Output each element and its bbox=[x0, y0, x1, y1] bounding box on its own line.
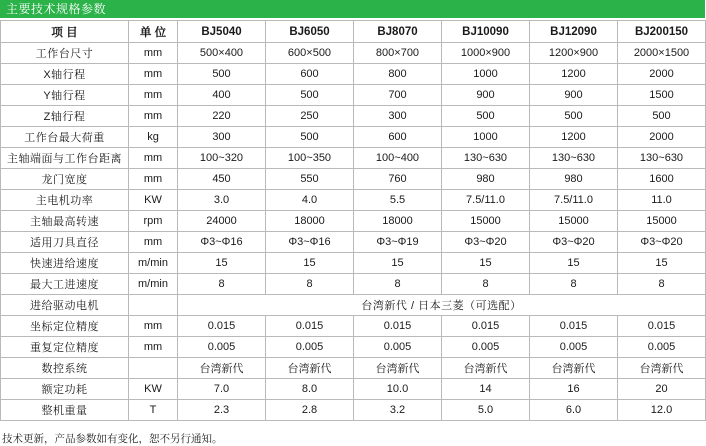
cell-value: 台湾新代 bbox=[442, 358, 530, 379]
cell-value: 台湾新代 bbox=[530, 358, 618, 379]
table-row bbox=[1, 106, 706, 127]
cell-value: 5.5 bbox=[354, 190, 442, 211]
row-unit: T bbox=[129, 400, 178, 421]
table-row bbox=[1, 400, 706, 421]
cell-value-merged: 台湾新代 / 日本三菱（可选配） bbox=[178, 295, 706, 316]
cell-value: 980 bbox=[530, 169, 618, 190]
row-label: Y轴行程 bbox=[1, 85, 129, 106]
row-unit: m/min bbox=[129, 274, 178, 295]
row-unit bbox=[129, 295, 178, 316]
cell-value: 2000×1500 bbox=[618, 43, 706, 64]
table-row bbox=[1, 127, 706, 148]
cell-value: 0.015 bbox=[442, 316, 530, 337]
cell-value: 11.0 bbox=[618, 190, 706, 211]
table-row bbox=[1, 43, 706, 64]
cell-value: 250 bbox=[266, 106, 354, 127]
table-row bbox=[1, 379, 706, 400]
table-row bbox=[1, 211, 706, 232]
row-unit: rpm bbox=[129, 211, 178, 232]
cell-value: 100~320 bbox=[178, 148, 266, 169]
cell-value: 1200 bbox=[530, 127, 618, 148]
cell-value: 1600 bbox=[618, 169, 706, 190]
row-unit: mm bbox=[129, 232, 178, 253]
table-row bbox=[1, 274, 706, 295]
cell-value: 300 bbox=[354, 106, 442, 127]
cell-value: 7.0 bbox=[178, 379, 266, 400]
cell-value: Φ3~Φ20 bbox=[618, 232, 706, 253]
cell-value: 台湾新代 bbox=[618, 358, 706, 379]
row-label: 工作台尺寸 bbox=[1, 43, 129, 64]
cell-value: 600×500 bbox=[266, 43, 354, 64]
table-row bbox=[1, 358, 706, 379]
cell-value: 500 bbox=[266, 85, 354, 106]
cell-value: 0.005 bbox=[266, 337, 354, 358]
cell-value: 18000 bbox=[266, 211, 354, 232]
cell-value: 450 bbox=[178, 169, 266, 190]
cell-value: 500 bbox=[530, 106, 618, 127]
cell-value: 8 bbox=[178, 274, 266, 295]
table-row-merged bbox=[1, 295, 706, 316]
row-unit: mm bbox=[129, 316, 178, 337]
cell-value: 10.0 bbox=[354, 379, 442, 400]
row-label: 额定功耗 bbox=[1, 379, 129, 400]
cell-value: 900 bbox=[442, 85, 530, 106]
column-header-bj10090: BJ10090 bbox=[442, 21, 530, 43]
cell-value: Φ3~Φ19 bbox=[354, 232, 442, 253]
table-row bbox=[1, 232, 706, 253]
cell-value: 0.015 bbox=[354, 316, 442, 337]
cell-value: Φ3~Φ16 bbox=[178, 232, 266, 253]
row-unit: mm bbox=[129, 337, 178, 358]
row-label: 快速进给速度 bbox=[1, 253, 129, 274]
table-row bbox=[1, 316, 706, 337]
row-label: 坐标定位精度 bbox=[1, 316, 129, 337]
column-header-bj8070: BJ8070 bbox=[354, 21, 442, 43]
cell-value: 20 bbox=[618, 379, 706, 400]
row-unit: kg bbox=[129, 127, 178, 148]
table-row bbox=[1, 253, 706, 274]
row-label: 主轴端面与工作台距离 bbox=[1, 148, 129, 169]
cell-value: 台湾新代 bbox=[178, 358, 266, 379]
cell-value: 0.005 bbox=[178, 337, 266, 358]
row-label: 适用刀具直径 bbox=[1, 232, 129, 253]
footnote-text: 技术更新，产品参数如有变化，恕不另行通知。 bbox=[2, 433, 223, 445]
cell-value: 1000 bbox=[442, 64, 530, 85]
cell-value: 0.015 bbox=[530, 316, 618, 337]
row-unit: mm bbox=[129, 43, 178, 64]
cell-value: 8 bbox=[266, 274, 354, 295]
row-label: 龙门宽度 bbox=[1, 169, 129, 190]
cell-value: 15000 bbox=[618, 211, 706, 232]
cell-value: 500 bbox=[266, 127, 354, 148]
row-unit: mm bbox=[129, 85, 178, 106]
column-header-unit: 单 位 bbox=[129, 21, 178, 43]
page-title: 主要技术规格参数 bbox=[0, 0, 705, 18]
cell-value: 7.5/11.0 bbox=[530, 190, 618, 211]
specifications-table bbox=[0, 20, 706, 421]
cell-value: 0.005 bbox=[442, 337, 530, 358]
cell-value: 2000 bbox=[618, 127, 706, 148]
cell-value: 100~400 bbox=[354, 148, 442, 169]
cell-value: 0.015 bbox=[618, 316, 706, 337]
column-header-bj5040: BJ5040 bbox=[178, 21, 266, 43]
cell-value: Φ3~Φ20 bbox=[442, 232, 530, 253]
table-row bbox=[1, 337, 706, 358]
table-row bbox=[1, 169, 706, 190]
cell-value: 500×400 bbox=[178, 43, 266, 64]
cell-value: 8 bbox=[530, 274, 618, 295]
cell-value: 800 bbox=[354, 64, 442, 85]
row-label: 主电机功率 bbox=[1, 190, 129, 211]
cell-value: 220 bbox=[178, 106, 266, 127]
cell-value: 600 bbox=[354, 127, 442, 148]
table-row bbox=[1, 85, 706, 106]
cell-value: 130~630 bbox=[530, 148, 618, 169]
column-header-bj200150: BJ200150 bbox=[618, 21, 706, 43]
cell-value: 130~630 bbox=[618, 148, 706, 169]
table-body bbox=[1, 21, 706, 421]
cell-value: 1500 bbox=[618, 85, 706, 106]
cell-value: Φ3~Φ20 bbox=[530, 232, 618, 253]
cell-value: 0.015 bbox=[266, 316, 354, 337]
cell-value: 8 bbox=[618, 274, 706, 295]
cell-value: 900 bbox=[530, 85, 618, 106]
row-unit bbox=[129, 358, 178, 379]
cell-value: 980 bbox=[442, 169, 530, 190]
cell-value: 500 bbox=[178, 64, 266, 85]
row-label: Z轴行程 bbox=[1, 106, 129, 127]
cell-value: 1000×900 bbox=[442, 43, 530, 64]
row-label: 整机重量 bbox=[1, 400, 129, 421]
cell-value: 0.015 bbox=[178, 316, 266, 337]
cell-value: 700 bbox=[354, 85, 442, 106]
cell-value: 16 bbox=[530, 379, 618, 400]
table-row bbox=[1, 190, 706, 211]
cell-value: 1200 bbox=[530, 64, 618, 85]
cell-value: 15 bbox=[354, 253, 442, 274]
row-unit: mm bbox=[129, 64, 178, 85]
cell-value: 500 bbox=[442, 106, 530, 127]
cell-value: 3.2 bbox=[354, 400, 442, 421]
table-row bbox=[1, 64, 706, 85]
cell-value: 15 bbox=[178, 253, 266, 274]
cell-value: 7.5/11.0 bbox=[442, 190, 530, 211]
cell-value: 15000 bbox=[530, 211, 618, 232]
cell-value: 12.0 bbox=[618, 400, 706, 421]
table-row bbox=[1, 148, 706, 169]
cell-value: 300 bbox=[178, 127, 266, 148]
row-label: X轴行程 bbox=[1, 64, 129, 85]
cell-value: 0.005 bbox=[618, 337, 706, 358]
row-unit: KW bbox=[129, 379, 178, 400]
column-header-bj6050: BJ6050 bbox=[266, 21, 354, 43]
row-unit: KW bbox=[129, 190, 178, 211]
cell-value: 15 bbox=[266, 253, 354, 274]
cell-value: 2000 bbox=[618, 64, 706, 85]
cell-value: 0.005 bbox=[354, 337, 442, 358]
row-label: 数控系统 bbox=[1, 358, 129, 379]
cell-value: 18000 bbox=[354, 211, 442, 232]
cell-value: 4.0 bbox=[266, 190, 354, 211]
cell-value: 800×700 bbox=[354, 43, 442, 64]
row-unit: mm bbox=[129, 148, 178, 169]
cell-value: 2.8 bbox=[266, 400, 354, 421]
cell-value: 台湾新代 bbox=[354, 358, 442, 379]
row-unit: m/min bbox=[129, 253, 178, 274]
row-unit: mm bbox=[129, 169, 178, 190]
column-header-item: 项 目 bbox=[1, 21, 129, 43]
row-label: 最大工进速度 bbox=[1, 274, 129, 295]
row-label: 进给驱动电机 bbox=[1, 295, 129, 316]
table-header-row bbox=[1, 21, 706, 43]
cell-value: 15 bbox=[530, 253, 618, 274]
cell-value: 8.0 bbox=[266, 379, 354, 400]
cell-value: 8 bbox=[354, 274, 442, 295]
cell-value: 15 bbox=[442, 253, 530, 274]
cell-value: 0.005 bbox=[530, 337, 618, 358]
cell-value: 3.0 bbox=[178, 190, 266, 211]
cell-value: 500 bbox=[618, 106, 706, 127]
cell-value: 15000 bbox=[442, 211, 530, 232]
cell-value: 15 bbox=[618, 253, 706, 274]
cell-value: 550 bbox=[266, 169, 354, 190]
cell-value: 2.3 bbox=[178, 400, 266, 421]
row-label: 主轴最高转速 bbox=[1, 211, 129, 232]
row-unit: mm bbox=[129, 106, 178, 127]
cell-value: Φ3~Φ16 bbox=[266, 232, 354, 253]
cell-value: 130~630 bbox=[442, 148, 530, 169]
cell-value: 5.0 bbox=[442, 400, 530, 421]
cell-value: 760 bbox=[354, 169, 442, 190]
cell-value: 600 bbox=[266, 64, 354, 85]
cell-value: 8 bbox=[442, 274, 530, 295]
cell-value: 14 bbox=[442, 379, 530, 400]
cell-value: 台湾新代 bbox=[266, 358, 354, 379]
row-label: 工作台最大荷重 bbox=[1, 127, 129, 148]
cell-value: 1000 bbox=[442, 127, 530, 148]
cell-value: 1200×900 bbox=[530, 43, 618, 64]
cell-value: 400 bbox=[178, 85, 266, 106]
cell-value: 6.0 bbox=[530, 400, 618, 421]
cell-value: 24000 bbox=[178, 211, 266, 232]
cell-value: 100~350 bbox=[266, 148, 354, 169]
column-header-bj12090: BJ12090 bbox=[530, 21, 618, 43]
row-label: 重复定位精度 bbox=[1, 337, 129, 358]
